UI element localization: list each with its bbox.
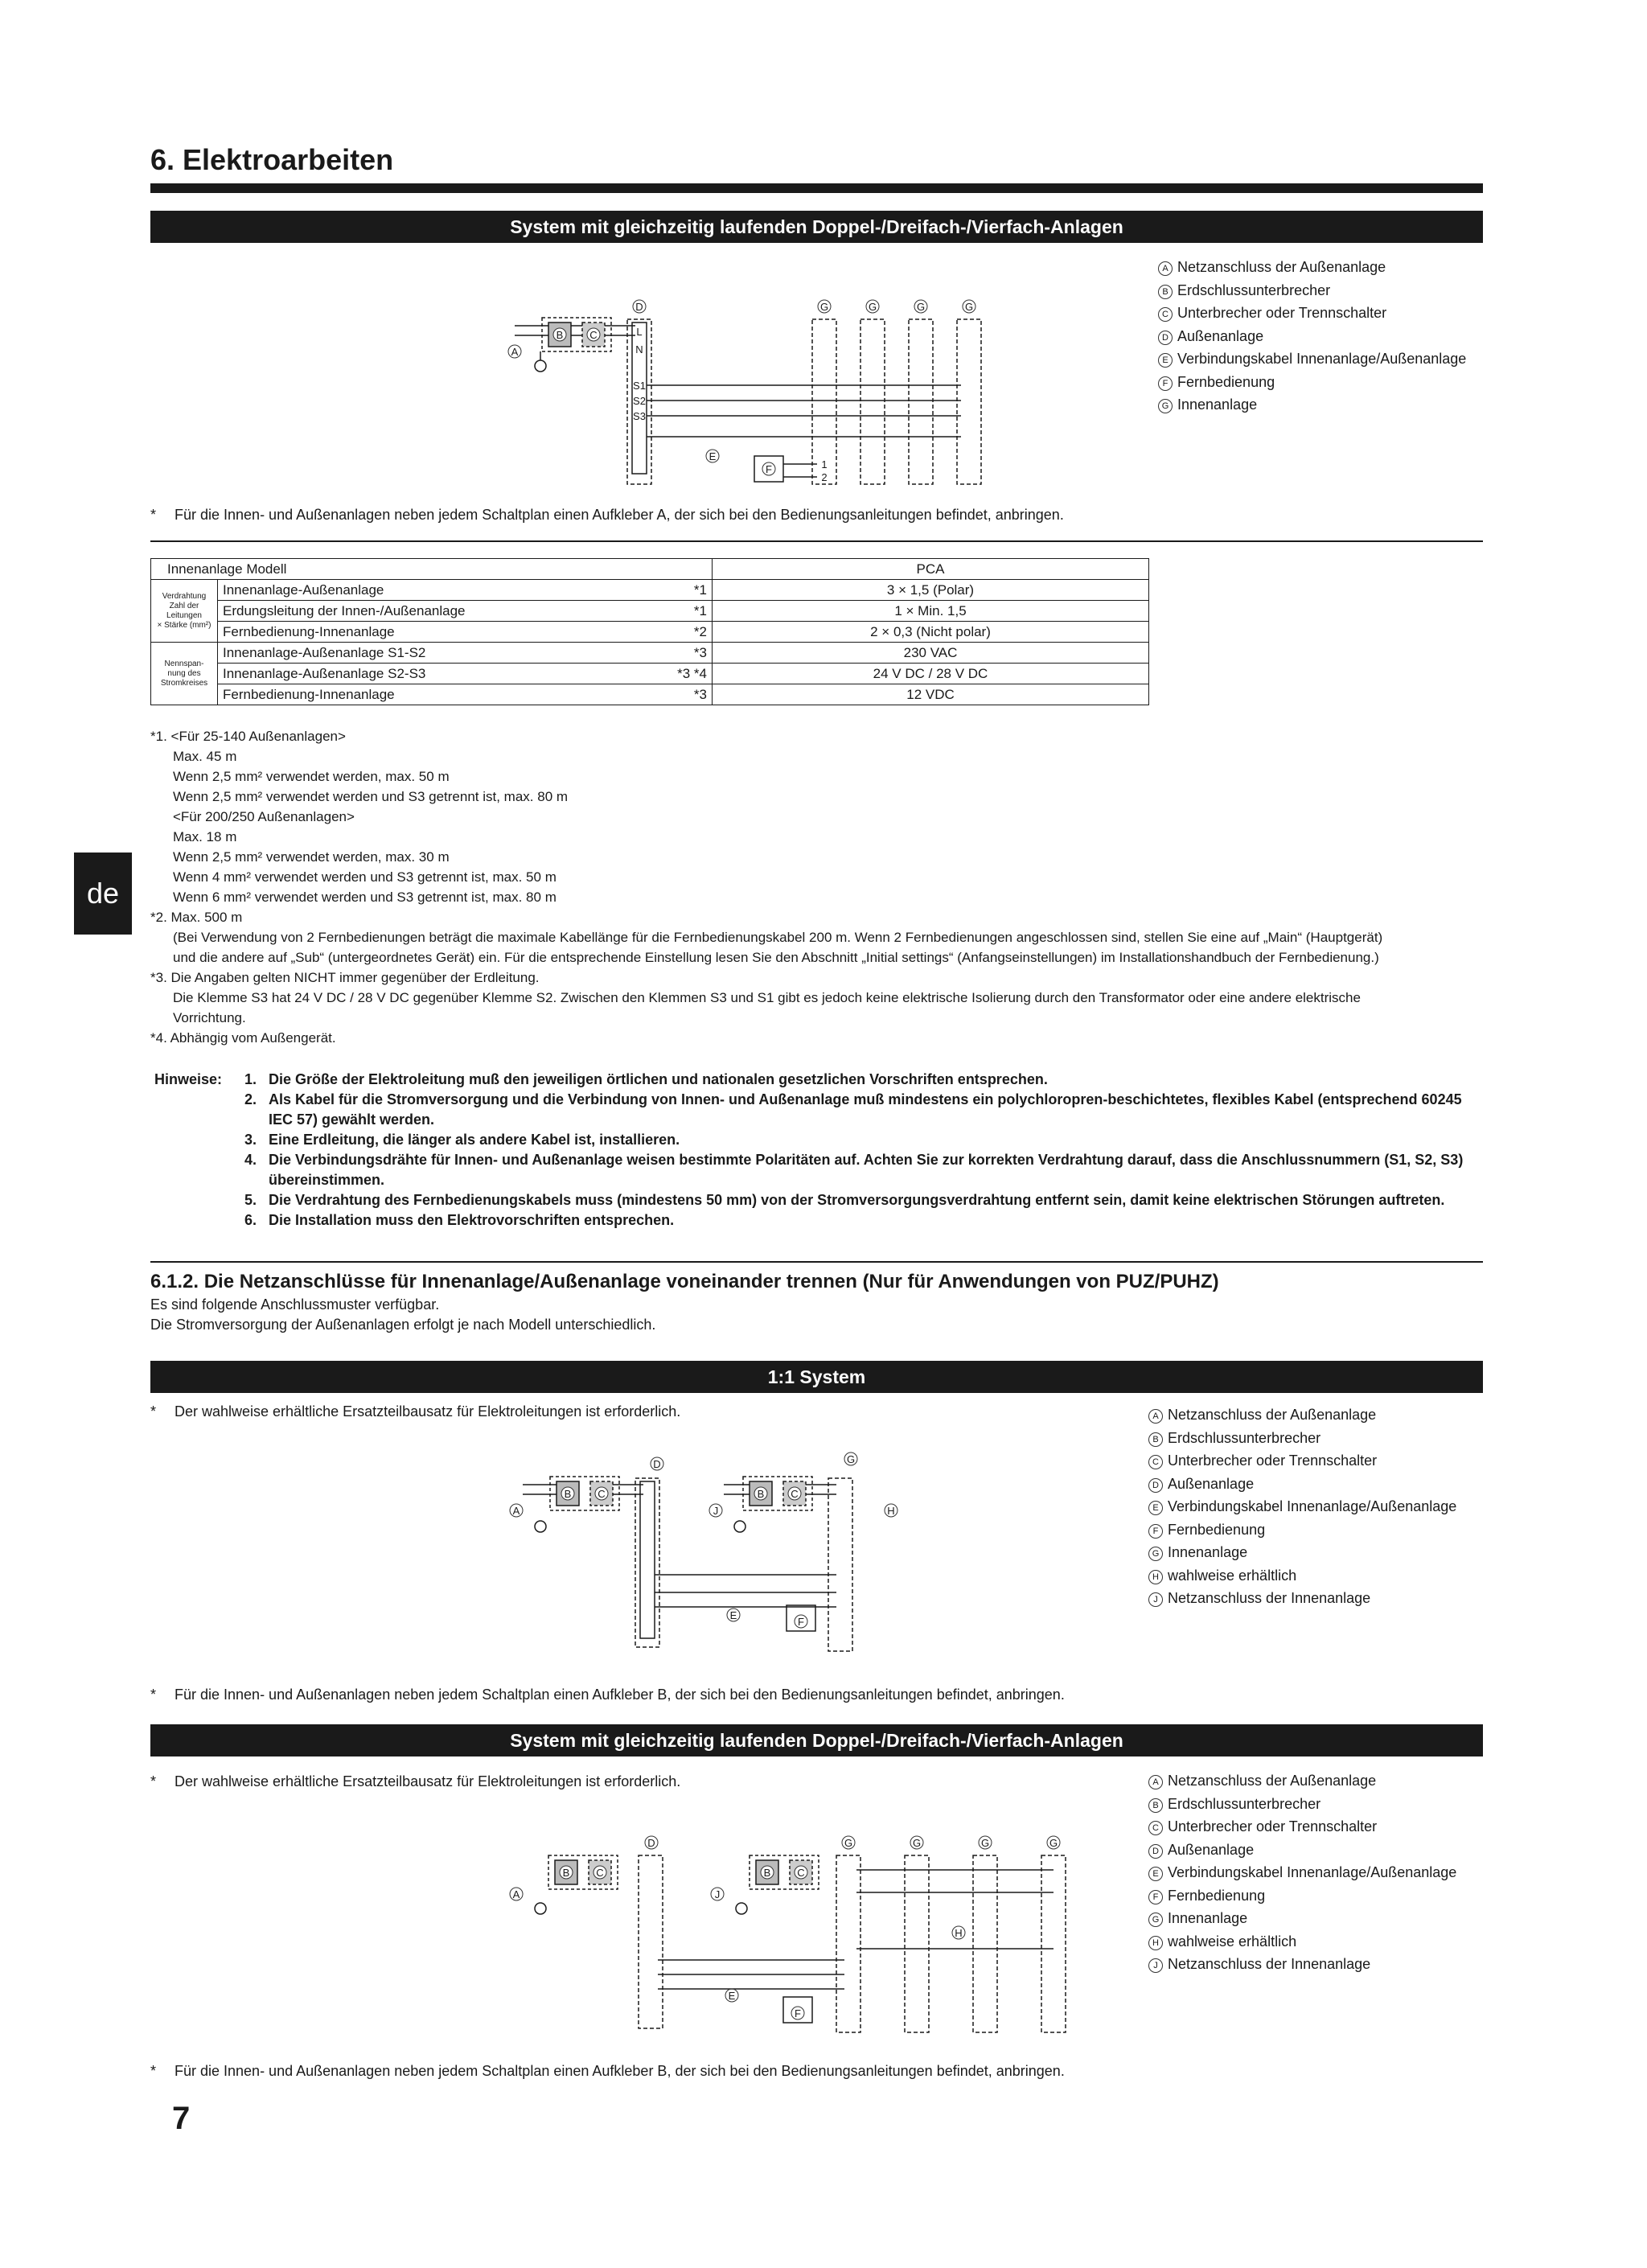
table-cell: Innenanlage-Außenanlage S2-S3 <box>218 664 630 684</box>
group-wiring-label: Verdrahtung Zahl der Leitungen × Stärke (mm²) <box>151 580 218 643</box>
terminal-S2: S2 <box>633 395 646 407</box>
table-cell: *1 <box>630 580 713 601</box>
legend-item: E Verbindungskabel Innenanlage/Außenanlage <box>1148 1861 1456 1884</box>
label-D: D <box>635 301 643 313</box>
label-G: G <box>916 301 926 313</box>
label-A: A <box>512 1888 520 1900</box>
legend-item: D Außenanlage <box>1148 1839 1456 1862</box>
footnote: Wenn 4 mm² verwendet werden und S3 getrennt ist, max. 50 m <box>173 869 557 885</box>
hints-block: Hinweise: 1. Die Größe der Elektroleitung muß den jeweiligen örtlichen und nationalen gesetzlichen Vorschriften entsprechen. 2. Als Kabel für die Stromversorgung und die Verbindung von Innen- und Außenanlage muß mindestens ein polychloropren-beschichtetes, flexibles Kabel (entsprechend 60245 IEC 57) gewählt werden. 3. Eine Erdleitung, die länger als andere Kabel ist, installieren. 4. Die Verbindungsdrähte für Innen- und Außenanlage weisen bestimmte Polaritäten auf. Achten Sie zur korrekten Verdrahtung darauf, dass die Anschlussnummern (S1, S2, S3) übereinstimmen. 5. Die Verdrahtung des Fernbedienungskabels muss (mindestens 50 mm) von der Stromversorgungsverdrahtung entfernt sein, damit keine elektrischen Störungen auftreten. 6. Die Installation muss den Elektrovorschriften entsprechen. <box>154 1071 1464 1228</box>
footnote: Die Klemme S3 hat 24 V DC / 28 V DC gegenüber Klemme S2. Zwischen den Klemmen S3 und S1 gibt es jedoch keine elektrische Isolierung durch den Transformator oder eine andere elektrische <box>173 990 1361 1005</box>
footnote: Max. 45 m <box>173 749 237 764</box>
label-G: G <box>1049 1837 1058 1849</box>
label-G: G <box>980 1837 990 1849</box>
title-rule <box>150 183 1483 193</box>
terminal-L: L <box>636 326 643 338</box>
label-G: G <box>846 1453 856 1465</box>
section-bar-multi-separate: System mit gleichzeitig laufenden Doppel-/Dreifach-/Vierfach-Anlagen <box>150 1724 1483 1756</box>
legend-item: A Netzanschluss der Außenanlage <box>1148 1403 1456 1427</box>
table-cell: 12 VDC <box>713 684 1149 705</box>
table-cell: 24 V DC / 28 V DC <box>713 664 1149 684</box>
footnote: Max. 18 m <box>173 829 237 844</box>
subsection-line: Es sind folgende Anschlussmuster verfügbar. <box>150 1296 440 1313</box>
label-G: G <box>912 1837 922 1849</box>
table-header-pca: PCA <box>713 559 1149 580</box>
label-B: B <box>556 329 564 341</box>
legend-item: C Unterbrecher oder Trennschalter <box>1148 1449 1456 1473</box>
legend-item: G Innenanlage <box>1148 1907 1456 1930</box>
footnote: Wenn 2,5 mm² verwendet werden, max. 30 m <box>173 849 450 865</box>
terminal-2: 2 <box>821 471 828 483</box>
label-E: E <box>728 1990 736 2002</box>
table-cell: *3 <box>630 684 713 705</box>
table-cell: 1 × Min. 1,5 <box>713 601 1149 622</box>
label-A: A <box>511 346 519 358</box>
wiring-diagram-multi-separate <box>491 1822 1102 2039</box>
label-J: J <box>713 1505 719 1517</box>
page-title: 6. Elektroarbeiten <box>150 143 394 176</box>
legend-item: A Netzanschluss der Außenanlage <box>1158 256 1466 279</box>
footnote: <Für 200/250 Außenanlagen> <box>173 809 355 824</box>
legend-item: C Unterbrecher oder Trennschalter <box>1158 302 1466 325</box>
legend-item: F Fernbedienung <box>1148 1518 1456 1542</box>
parts-kit-note: * Der wahlweise erhältliche Ersatzteilbausatz für Elektroleitungen ist erforderlich. <box>150 1403 681 1420</box>
legend-item: B Erdschlussunterbrecher <box>1148 1427 1456 1450</box>
footnote: (Bei Verwendung von 2 Fernbedienungen beträgt die maximale Kabellänge für die Fernbedienungskabel 200 m. Wenn 2 Fernbedienungen angeschlossen sind, stellen Sie eine auf „Main“ (Hauptgerät) <box>173 930 1383 945</box>
legend-item: D Außenanlage <box>1148 1473 1456 1496</box>
table-cell: Innenanlage-Außenanlage S1-S2 <box>218 643 630 664</box>
subsection-title: 6.1.2. Die Netzanschlüsse für Innenanlage/Außenanlage voneinander trennen (Nur für Anwendungen von PUZ/PUHZ) <box>150 1271 1219 1292</box>
footnote: *1. <Für 25-140 Außenanlagen> <box>150 729 346 744</box>
sticker-note: * Für die Innen- und Außenanlagen neben jedem Schaltplan einen Aufkleber B, der sich bei den Bedienungsanleitungen befindet, anbringen. <box>150 1687 1065 1703</box>
label-F: F <box>766 463 772 475</box>
label-J: J <box>714 1888 721 1900</box>
legend-item: F Fernbedienung <box>1158 371 1466 394</box>
legend-item: J Netzanschluss der Innenanlage <box>1148 1587 1456 1610</box>
footnote: und die andere auf „Sub“ (untergeordnetes Gerät) ein. Für die entsprechende Einstellung lesen Sie den Abschnitt „Initial settings“ (Anfangseinstellungen) im Installationshandbuch der Fernbedienung.) <box>173 950 1379 965</box>
divider <box>150 1261 1483 1263</box>
parts-kit-note: * Der wahlweise erhältliche Ersatzteilbausatz für Elektroleitungen ist erforderlich. <box>150 1773 681 1789</box>
table-cell: Innenanlage-Außenanlage <box>218 580 630 601</box>
legend-item: E Verbindungskabel Innenanlage/Außenanlage <box>1148 1495 1456 1518</box>
legend-item: H wahlweise erhältlich <box>1148 1930 1456 1954</box>
sticker-note: * Für die Innen- und Außenanlagen neben jedem Schaltplan einen Aufkleber B, der sich bei den Bedienungsanleitungen befindet, anbringen. <box>150 2063 1065 2079</box>
legend-item: J Netzanschluss der Innenanlage <box>1148 1953 1456 1976</box>
legend-item: H wahlweise erhältlich <box>1148 1564 1456 1588</box>
footnote: *4. Abhängig vom Außengerät. <box>150 1030 336 1046</box>
legend-item: C Unterbrecher oder Trennschalter <box>1148 1815 1456 1839</box>
table-cell: *3 <box>630 643 713 664</box>
legend-item: E Verbindungskabel Innenanlage/Außenanlage <box>1158 347 1466 371</box>
table-cell: 230 VAC <box>713 643 1149 664</box>
language-tab: de <box>74 853 132 935</box>
table-cell: *3 *4 <box>630 664 713 684</box>
footnote: *3. Die Angaben gelten NICHT immer gegenüber der Erdleitung. <box>150 970 540 985</box>
label-C: C <box>596 1867 604 1879</box>
label-E: E <box>729 1609 737 1621</box>
table-cell: Erdungsleitung der Innen-/Außenanlage <box>218 601 630 622</box>
label-G: G <box>964 301 974 313</box>
legend-multi-separate <box>1148 1769 1456 1976</box>
label-B: B <box>562 1867 570 1879</box>
legend-1to1 <box>1148 1403 1456 1610</box>
terminal-S1: S1 <box>633 380 646 392</box>
section-bar-1to1: 1:1 System <box>150 1361 1483 1393</box>
table-cell: 2 × 0,3 (Nicht polar) <box>713 622 1149 643</box>
label-H: H <box>955 1927 963 1939</box>
label-D: D <box>647 1837 655 1849</box>
footnote: *2. Max. 500 m <box>150 910 243 925</box>
page-number: 7 <box>172 2101 191 2136</box>
section-bar-multi: System mit gleichzeitig laufenden Doppel-/Dreifach-/Vierfach-Anlagen <box>150 211 1483 243</box>
footnote: Vorrichtung. <box>173 1010 246 1025</box>
footnote: Wenn 6 mm² verwendet werden und S3 getrennt ist, max. 80 m <box>173 890 557 905</box>
footnote: Wenn 2,5 mm² verwendet werden, max. 50 m <box>173 769 450 784</box>
label-F: F <box>795 2007 801 2019</box>
label-A: A <box>512 1505 520 1517</box>
legend-item: D Außenanlage <box>1158 325 1466 348</box>
terminal-N: N <box>635 343 643 355</box>
legend-item: G Innenanlage <box>1148 1541 1456 1564</box>
legend-multi <box>1158 256 1466 417</box>
divider <box>150 540 1483 542</box>
wiring-spec-table <box>150 558 1149 705</box>
label-C: C <box>791 1488 799 1500</box>
wiring-diagram-multi <box>483 286 1013 503</box>
wiring-diagram-1to1 <box>491 1446 941 1655</box>
label-B: B <box>564 1488 572 1500</box>
table-cell: *2 <box>630 622 713 643</box>
terminal-1: 1 <box>821 458 828 470</box>
label-C: C <box>797 1867 805 1879</box>
legend-item: G Innenanlage <box>1158 393 1466 417</box>
label-G: G <box>868 301 877 313</box>
label-G: G <box>819 301 829 313</box>
table-cell: Fernbedienung-Innenanlage <box>218 622 630 643</box>
legend-item: A Netzanschluss der Außenanlage <box>1148 1769 1456 1793</box>
label-G: G <box>844 1837 853 1849</box>
footnotes <box>150 726 1382 1048</box>
legend-item: B Erdschlussunterbrecher <box>1158 279 1466 302</box>
label-E: E <box>708 450 717 462</box>
label-D: D <box>653 1458 661 1470</box>
group-voltage-label: Nennspan- nung des Stromkreises <box>151 643 218 705</box>
label-H: H <box>887 1505 895 1517</box>
table-cell: 3 × 1,5 (Polar) <box>713 580 1149 601</box>
label-C: C <box>589 329 598 341</box>
legend-item: B Erdschlussunterbrecher <box>1148 1793 1456 1816</box>
sticker-note: * Für die Innen- und Außenanlagen neben jedem Schaltplan einen Aufkleber A, der sich bei den Bedienungsanleitungen befindet, anbringen. <box>150 507 1064 523</box>
terminal-S3: S3 <box>633 410 646 422</box>
table-header-model: Innenanlage Modell <box>151 559 713 580</box>
label-F: F <box>798 1616 804 1628</box>
legend-item: F Fernbedienung <box>1148 1884 1456 1908</box>
table-cell: *1 <box>630 601 713 622</box>
footnote: Wenn 2,5 mm² verwendet werden und S3 getrennt ist, max. 80 m <box>173 789 569 804</box>
label-C: C <box>598 1488 606 1500</box>
table-cell: Fernbedienung-Innenanlage <box>218 684 630 705</box>
label-B: B <box>763 1867 771 1879</box>
subsection-line: Die Stromversorgung der Außenanlagen erfolgt je nach Modell unterschiedlich. <box>150 1317 656 1333</box>
label-B: B <box>757 1488 765 1500</box>
